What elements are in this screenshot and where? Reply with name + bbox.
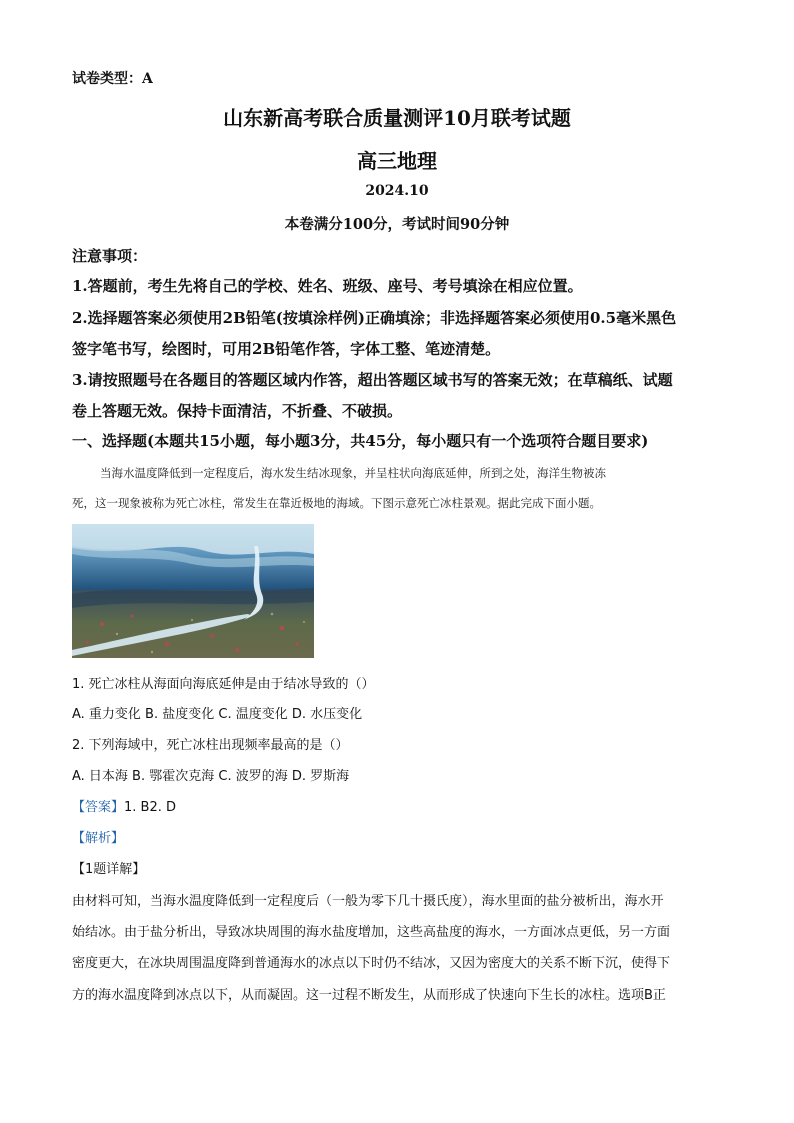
exam-date: 2024.10 bbox=[365, 183, 429, 199]
answer-label: 【答案】 bbox=[72, 800, 125, 815]
notice-item: 3.请按照题号在各题目的答题区域内作答，超出答题区域书写的答案无效；在草稿纸、试题 bbox=[72, 371, 673, 389]
analysis-label: 【解析】 bbox=[72, 831, 125, 846]
analysis-text: 由材料可知，当海水温度降低到一定程度后（一般为零下几十摄氏度），海水里面的盐分被析出，海水开 bbox=[72, 894, 664, 909]
material-text: 当海水温度降低到一定程度后，海水发生结冰现象，并呈柱状向海底延伸，所到之处，海洋生物被冻 bbox=[100, 466, 606, 480]
notice-item: 2.选择题答案必须使用2B铅笔(按填涂样例)正确填涂；非选择题答案必须使用0.5毫米黑色 bbox=[72, 309, 677, 327]
question-stem: 2. 下列海域中，死亡冰柱出现频率最高的是（） bbox=[72, 738, 349, 753]
detail-label: 【1题详解】 bbox=[72, 862, 146, 877]
exam-title: 山东新高考联合质量测评10月联考试题 bbox=[223, 106, 571, 130]
exam-info: 本卷满分100分，考试时间90分钟 bbox=[284, 216, 510, 233]
analysis-text: 始结冰。由于盐分析出，导致冰块周围的海水盐度增加，这些高盐度的海水，一方面冰点更低，另一方面 bbox=[72, 925, 671, 940]
answer-line bbox=[72, 796, 176, 815]
paper-type: 试卷类型：A bbox=[72, 71, 153, 87]
notice-item: 签字笔书写，绘图时，可用2B铅笔作答，字体工整、笔迹清楚。 bbox=[72, 340, 501, 358]
subject-title: 高三地理 bbox=[357, 149, 437, 173]
notice-item: 卷上答题无效。保持卡面清洁，不折叠、不破损。 bbox=[72, 402, 403, 420]
notice-heading: 注意事项： bbox=[72, 247, 148, 265]
question-options: A. 重力变化 B. 盐度变化 C. 温度变化 D. 水压变化 bbox=[72, 707, 363, 722]
notice-item: 1.答题前，考生先将自己的学校、姓名、班级、座号、考号填涂在相应位置。 bbox=[72, 277, 583, 295]
analysis-text: 方的海水温度降到冰点以下，从而凝固。这一过程不断发生，从而形成了快速向下生长的冰柱。选项B正 bbox=[72, 988, 666, 1003]
analysis-text: 密度更大，在冰块周围温度降到普通海水的冰点以下时仍不结冰，又因为密度大的关系不断下沉，使得下 bbox=[72, 956, 671, 971]
material-text: 死，这一现象被称为死亡冰柱，常发生在靠近极地的海域。下图示意死亡冰柱景观。据此完成下面小题。 bbox=[72, 496, 601, 510]
question-options: A. 日本海 B. 鄂霍次克海 C. 波罗的海 D. 罗斯海 bbox=[72, 769, 350, 784]
section-heading: 一、选择题(本题共15小题，每小题3分，共45分，每小题只有一个选项符合题目要求) bbox=[72, 432, 649, 450]
brinicle-photo bbox=[72, 524, 314, 658]
question-stem: 1. 死亡冰柱从海面向海底延伸是由于结冰导致的（） bbox=[72, 677, 375, 692]
answer-value: 1. B2. D bbox=[124, 800, 177, 815]
